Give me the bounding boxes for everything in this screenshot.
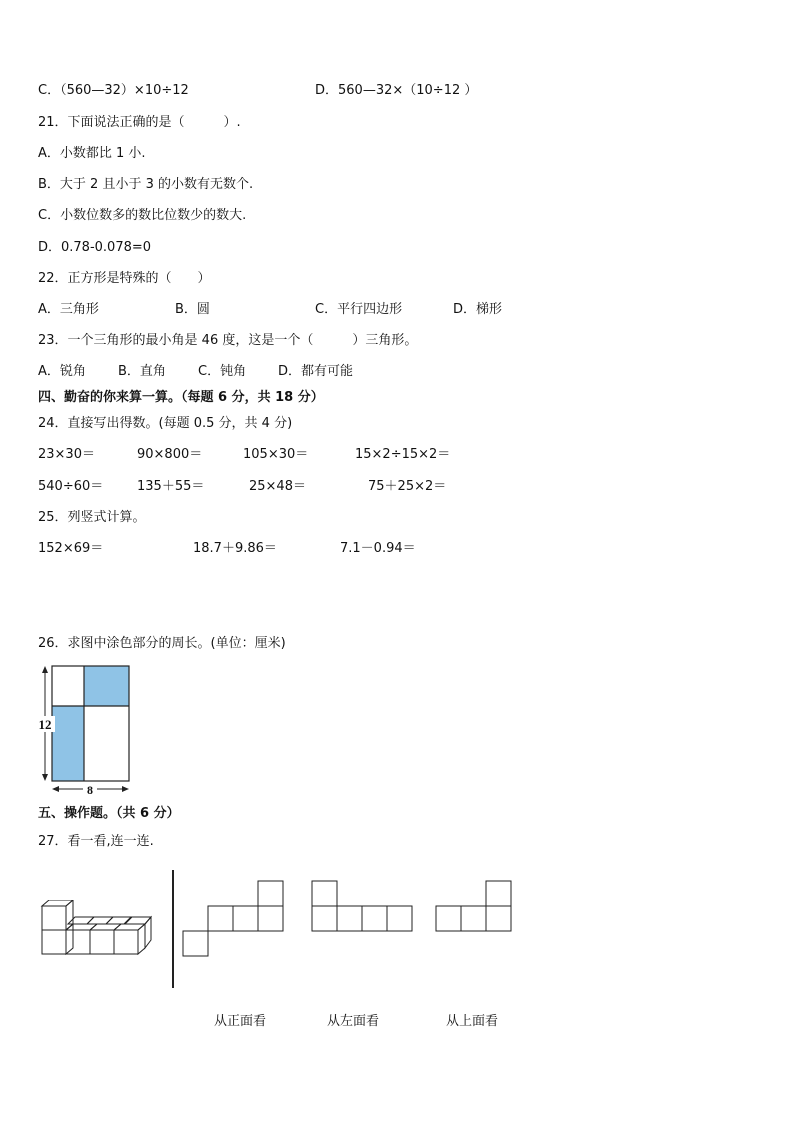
q24-item: 105×30＝ (243, 447, 309, 462)
q21-option-c: C．小数位数多的数比位数少的数大. (38, 208, 247, 223)
q23-option-d: D．都有可能 (278, 364, 354, 379)
q22-option-a: A．三角形 (38, 302, 99, 317)
q21-stem: 21．下面说法正确的是（ ）. (38, 115, 241, 130)
q27-stem: 27．看一看,连一连. (38, 834, 154, 849)
q22-option-d: D．梯形 (453, 302, 503, 317)
q26-stem: 26．求图中涂色部分的周长。(单位：厘米) (38, 636, 286, 651)
q25-item: 18.7＋9.86＝ (193, 541, 277, 556)
arrow-right-icon (122, 786, 129, 792)
q21-option-a: A．小数都比 1 小. (38, 146, 146, 161)
q23-option-c: C．钝角 (198, 364, 247, 379)
q25-stem: 25．列竖式计算。 (38, 510, 146, 525)
q24-item: 25×48＝ (249, 479, 306, 494)
section4-heading: 四、勤奋的你来算一算。（每题 6 分，共 18 分） (38, 390, 324, 405)
q24-item: 540÷60＝ (38, 479, 104, 494)
arrow-down-icon (42, 774, 48, 781)
view-shape-1 (180, 878, 286, 960)
q23-option-a: A．锐角 (38, 364, 86, 379)
view-shape-3 (433, 878, 515, 936)
vertical-divider (172, 870, 174, 988)
q22-option-c: C．平行四边形 (315, 302, 403, 317)
arrow-up-icon (42, 666, 48, 673)
q21-option-b: B．大于 2 且小于 3 的小数有无数个. (38, 177, 254, 192)
shaded-region-top (84, 666, 129, 706)
view-label-left: 从左面看 (327, 1014, 380, 1029)
view-label-top: 从上面看 (446, 1014, 499, 1029)
q24-item: 15×2÷15×2＝ (355, 447, 451, 462)
arrow-left-icon (52, 786, 59, 792)
width-label: 8 (87, 783, 93, 797)
q24-item: 23×30＝ (38, 447, 95, 462)
q22-option-b: B．圆 (175, 302, 210, 317)
q20-option-d: D．560—32×（10÷12 ） (315, 83, 478, 98)
q24-stem: 24．直接写出得数。(每题 0.5 分，共 4 分) (38, 416, 293, 431)
q24-item: 90×800＝ (137, 447, 203, 462)
q21-option-d: D．0.78-0.078=0 (38, 240, 152, 255)
q22-stem: 22．正方形是特殊的（ ） (38, 271, 211, 286)
cube-arrangement-figure (38, 900, 158, 962)
height-label: 12 (38, 717, 52, 732)
view-label-front: 从正面看 (214, 1014, 267, 1029)
q20-option-c: C．（560—32）×10÷12 (38, 83, 189, 98)
q24-item: 135＋55＝ (137, 479, 205, 494)
shaded-region-left (52, 706, 84, 781)
q26-rectangle-figure (30, 660, 140, 800)
q24-item: 75＋25×2＝ (368, 479, 447, 494)
q25-item: 7.1－0.94＝ (340, 541, 416, 556)
section5-heading: 五、操作题。（共 6 分） (38, 806, 180, 821)
q23-stem: 23．一个三角形的最小角是 46 度，这是一个（ ）三角形。 (38, 333, 418, 348)
q25-item: 152×69＝ (38, 541, 104, 556)
q23-option-b: B．直角 (118, 364, 166, 379)
view-shape-2 (309, 878, 415, 936)
